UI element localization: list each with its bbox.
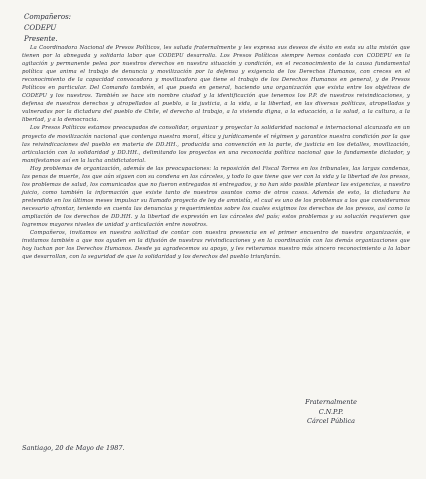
paragraph-3: Hoy problemas de organización, además de las preocupaciones: la reposición del Fiscal Torres en los tribunales, las largas condenas, las penas de muerte, los que aún siguen con su condena en las cárceles, y todo lo que tiene que ver con la vida y la libertad de los presos, los problemas de salud, los comunicados que no fueron entregados ni entregados, y no han sido posible plantear las exigencias, a nuestro juicio, como también la información que existe tanto de nuestros asuntos como de otros casos. Además de esto, la dictadura ha pretendido en los últimos meses impulsar su llamado proyecto de ley de amnistía, el cual es uno de los problemas a los que consideramos necesario afrontar, teniendo en cuenta las denuncias y requerimientos sobre los cuales exigimos los derechos de los presos, así como la ampliación de los derechos de DD.HH. y la libertad de expresión en las cárceles del país; estos problemas y su solución requieren que logremos mayores niveles de unidad y articulación entre nosotros. xyxy=(22,165,410,229)
letter-closing xyxy=(286,398,376,427)
signatory-org: C.N.P.P. xyxy=(318,407,344,416)
letter-body xyxy=(22,44,410,261)
recipient-name: CODEPU xyxy=(24,24,57,32)
closing-phrase: Fraternalmente xyxy=(305,398,357,406)
presente-line: Presente. xyxy=(24,35,58,43)
paragraph-1: La Coordinadora Nacional de Presos Políticos, les saluda fraternalmente y les expresa sus deseos de éxito en esta su alta misión que tienen por la abnegada y solidaria labor que CODEPU desarrolla. Los Presos Políticos siempre hemos contado con CODEPU en la agitación y permanente pelea por nuestros derechos en nuestra situación y condición, en el reconocimiento de la causa fundamental política que anima el trabajo de denuncia y movilización por la defensa y exigencia de los Derechos Humanos, con creces en el reconocimiento de la capacidad convocadora y movilizadora que tiene el trabajo de los Derechos Humanos en general, y de Presos Políticos en particular. Del Comando también, el que pueda en general, haciendo una organización que exista entre los objetivos de CODEPU y los nuestros. También se hace sin nombre ciudad y la identificación que tenemos los P.P. de nuestros reivindicaciones, y defensa de nuestros derechos y atropellados al pueblo, a la justicia, a la vida, a la libertad, en las diversas políticas, atropelladas y vulneradas por la dictadura del pueblo de Chile, el derecho al trabajo, a la vivienda digna, a la educación, a la salud, a la cultura, a la libertad, y a la democracia. xyxy=(22,45,410,124)
salutation-line: Compañeros: xyxy=(24,13,72,21)
letter-salutation xyxy=(24,12,71,45)
paragraph-2: Los Presos Políticos estamos preocupados de consolidar, organizar y proyectar la solidaridad nacional e internacional alcanzada en un proyecto de movilización nacional que contenga nuestra moral, ética y jurídicamente el régimen y garantice nuestra condición por la que las reivindicaciones del pueblo en materia de DD.HH., producida una convención en la parte, de justicia en los detalles, movilización, articulación con la solidaridad y DD.HH., delimitando los proyectos en una reconocida política nacional que lo fundamente dictador, y manifestamos así en la lucha antidictatorial. xyxy=(22,125,410,164)
signatory-location: Cárcel Pública xyxy=(307,417,355,425)
letter-date: Santiago, 20 de Mayo de 1987. xyxy=(22,444,125,452)
paragraph-4: Compañeros, invitamos en nuestra solicitud de contar con nuestra presencia en el primer encuentro de nuestra organización, e invitamos también a que nos ayuden en la difusión de nuestras reivindicaciones y en la coordinación con las demás organizaciones que hoy luchan por los Derechos Humanos. Desde ya agradecemos su apoyo, y les reiteramos nuestro más sincero reconocimiento a la labor que desarrollan, con la seguridad de que la solidaridad y los derechos del pueblo triunfarán. xyxy=(22,230,410,261)
